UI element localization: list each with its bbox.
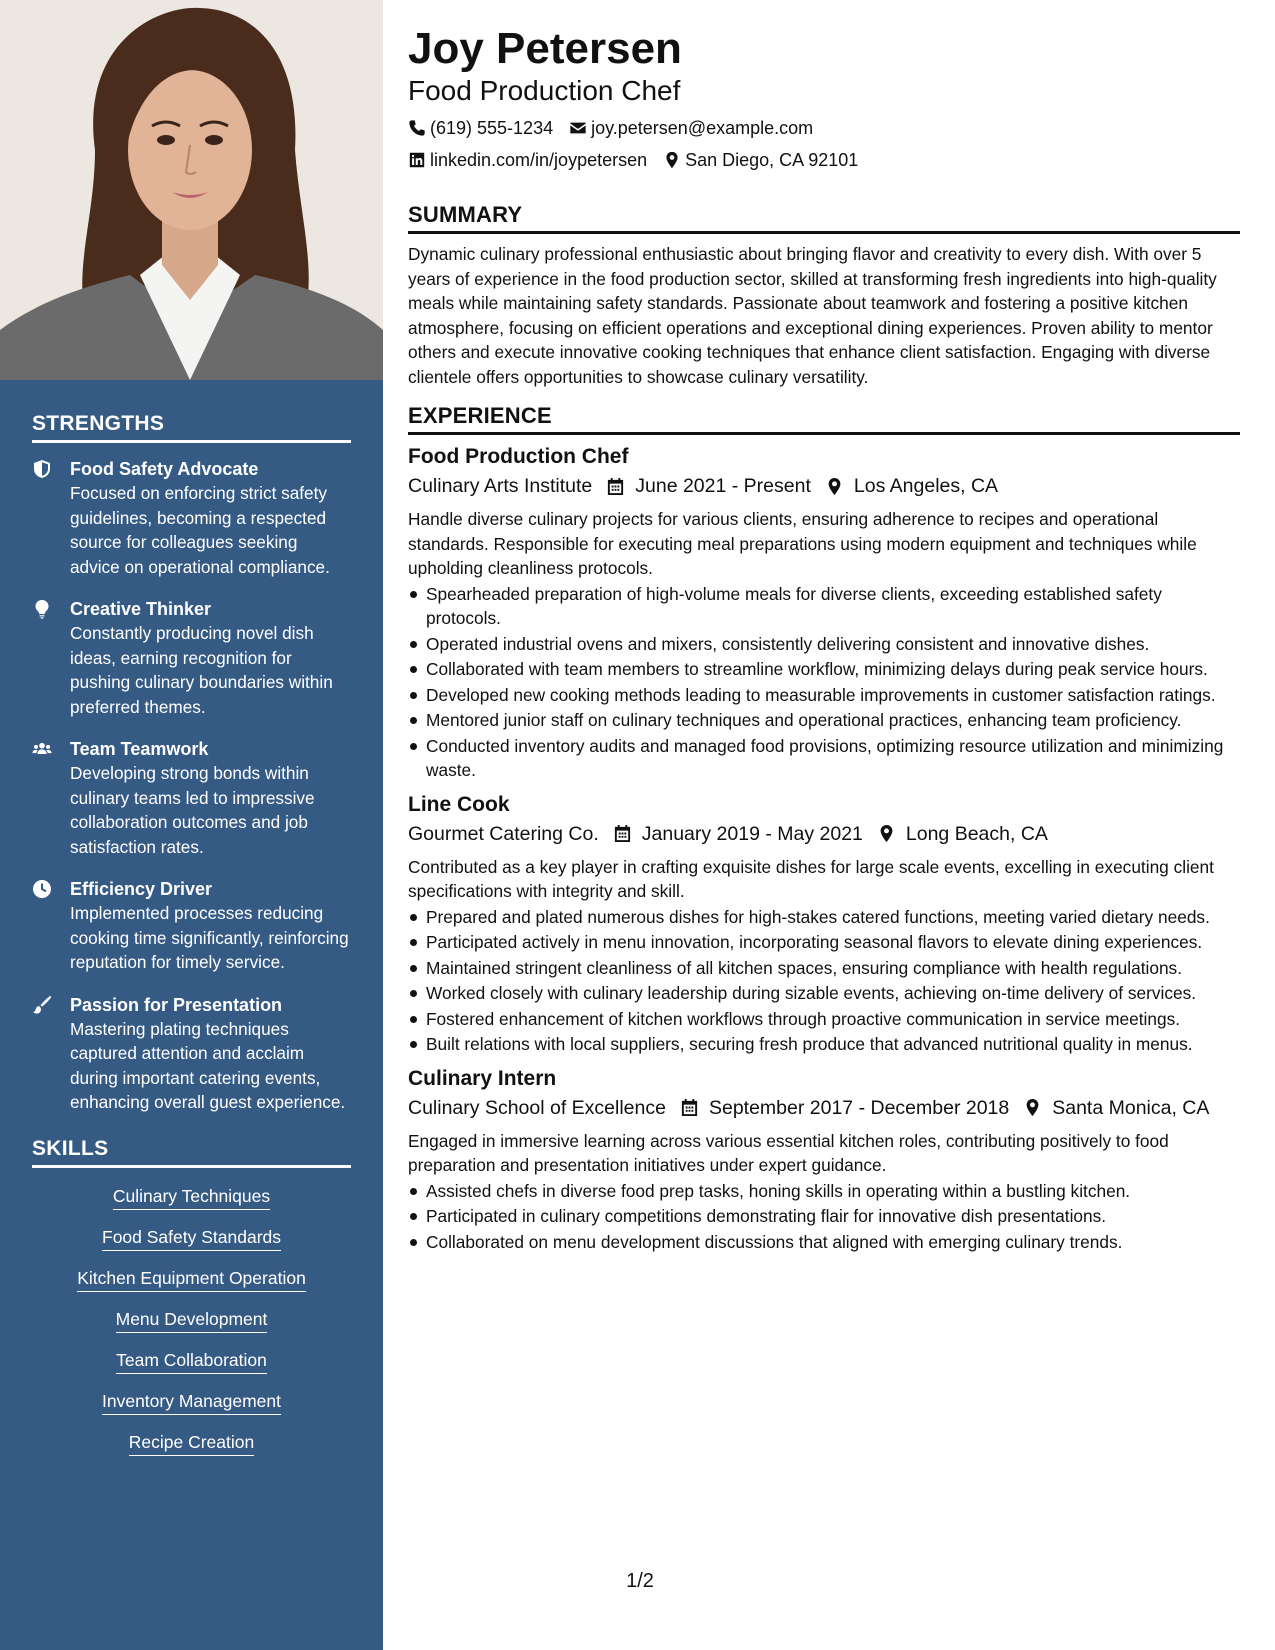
job-dates: September 2017 - December 2018: [708, 1096, 1010, 1119]
job-company: Gourmet Catering Co.: [408, 822, 599, 845]
bullet-item: Developed new cooking methods leading to measurable improvements in customer satisfaction ratings.: [408, 683, 1240, 708]
strength-description: Constantly producing novel dish ideas, earning recognition for pushing culinary boundaries within preferred themes.: [70, 623, 333, 717]
job-description: Engaged in immersive learning across various essential kitchen roles, contributing positively to food preparation and presentation initiatives under expert guidance.: [408, 1130, 1169, 1175]
skill-label: Team Collaboration: [116, 1350, 267, 1374]
skill-label: Culinary Techniques: [113, 1186, 270, 1210]
email-contact[interactable]: [569, 116, 813, 140]
job-dates-group: [678, 1093, 1009, 1123]
job-dates: January 2019 - May 2021: [641, 822, 863, 845]
phone-contact[interactable]: [408, 116, 553, 140]
job-location-group: [875, 819, 1048, 849]
map-pin-icon: [1023, 1098, 1042, 1117]
experience-heading: EXPERIENCE: [408, 403, 1240, 435]
job-dates-group: [611, 819, 863, 849]
strength-title: Passion for Presentation: [70, 994, 283, 1015]
job-location-group: [823, 471, 998, 501]
map-pin-icon: [877, 824, 896, 843]
bullet-item: Prepared and plated numerous dishes for high-stakes catered functions, meeting varied dietary needs.: [408, 905, 1240, 930]
skill-item: [32, 1186, 351, 1210]
strength-description: Mastering plating techniques captured attention and acclaim during important catering events, enhancing overall guest experience.: [70, 1018, 346, 1112]
sidebar: [0, 0, 383, 1650]
job-location: Los Angeles, CA: [853, 475, 999, 497]
bullet-item: Spearheaded preparation of high-volume meals for diverse clients, exceeding established safety protocols.: [408, 582, 1240, 631]
strength-description: Implemented processes reducing cooking time significantly, reinforcing reputation for timely service.: [70, 903, 349, 972]
summary-heading: SUMMARY: [408, 202, 1240, 234]
skill-label: Menu Development: [116, 1309, 268, 1333]
bullet-item: Mentored junior staff on culinary techniques and operational practices, enhancing team proficiency.: [408, 708, 1240, 733]
envelope-icon: [569, 119, 587, 137]
skills-heading: SKILLS: [32, 1137, 351, 1168]
email-text: joy.petersen@example.com: [591, 118, 814, 138]
summary-text: Dynamic culinary professional enthusiastic about bringing flavor and creativity to every dish. With over 5 years of experience in the food production sector, skilled at transforming fresh ingredients into high-quality meals while maintaining safety standards. Passionate about teamwork and fostering a positive kitchen atmosphere, focusing on efficient operations and exceptional dining experiences. Proven ability to mentor others and execute innovative cooking techniques that enhance client satisfaction. Engaging with diverse clientele offers opportunities to showcase culinary versatility.: [408, 244, 1217, 387]
map-pin-icon: [663, 151, 681, 169]
job-meta: [408, 1093, 1240, 1123]
bullet-item: Built relations with local suppliers, securing fresh produce that advanced nutritional quality in menus.: [408, 1032, 1240, 1057]
skills-list: [32, 1186, 351, 1456]
job-meta: [408, 819, 1240, 849]
strength-title: Food Safety Advocate: [70, 459, 259, 479]
bullet-item: Fostered enhancement of kitchen workflows through proactive communication in service meetings.: [408, 1007, 1240, 1032]
bullet-item: Assisted chefs in diverse food prep tasks, honing skills in operating within a bustling kitchen.: [408, 1179, 1240, 1204]
bullet-item: Maintained stringent cleanliness of all kitchen spaces, ensuring compliance with health regulations.: [408, 956, 1240, 981]
job-company: Culinary Arts Institute: [408, 475, 593, 497]
job-dates-group: [604, 471, 811, 501]
candidate-title: Food Production Chef: [408, 75, 681, 106]
strength-title: Creative Thinker: [70, 599, 212, 619]
strength-item: [32, 597, 351, 719]
skill-item: [32, 1432, 351, 1456]
shield-icon: [32, 457, 70, 579]
bullet-item: Participated in culinary competitions demonstrating flair for innovative dish presentations.: [408, 1204, 1240, 1229]
map-pin-icon: [825, 477, 844, 496]
skill-label: Inventory Management: [102, 1391, 281, 1415]
strength-item: [32, 877, 351, 975]
calendar-icon: [680, 1098, 699, 1117]
bullet-item: Collaborated on menu development discussions that aligned with emerging culinary trends.: [408, 1230, 1240, 1255]
job-description: Handle diverse culinary projects for various clients, ensuring adherence to recipes and operational standards. Responsible for executing meal preparations using modern equipment and techniques while upholding cleanliness protocols.: [408, 509, 1197, 578]
main-content: [408, 22, 1240, 1254]
job-location-group: [1021, 1093, 1209, 1123]
job-title: Culinary Intern: [408, 1066, 557, 1090]
calendar-icon: [606, 477, 625, 496]
phone-icon: [408, 119, 426, 137]
job-location: Long Beach, CA: [905, 822, 1048, 845]
job-bullets: [408, 905, 1240, 1057]
strength-title: Team Teamwork: [70, 739, 209, 759]
location-contact: [663, 148, 858, 172]
lightbulb-icon: [32, 597, 70, 719]
bullet-item: Collaborated with team members to streamline workflow, minimizing delays during peak service hours.: [408, 657, 1240, 682]
page-number: 1/2: [626, 1570, 654, 1592]
job-bullets: [408, 582, 1240, 783]
job-title: Line Cook: [408, 792, 510, 816]
strength-item: [32, 993, 351, 1115]
clock-icon: [32, 877, 70, 975]
phone-text: (619) 555-1234: [430, 118, 554, 138]
experience-section: [408, 403, 1240, 1254]
skill-label: Food Safety Standards: [102, 1227, 281, 1251]
bullet-item: Participated actively in menu innovation, incorporating seasonal flavors to elevate dining experiences.: [408, 930, 1240, 955]
bullet-item: Conducted inventory audits and managed food provisions, optimizing resource utilization and minimizing waste.: [408, 734, 1240, 783]
skill-item: [32, 1309, 351, 1333]
location-text: San Diego, CA 92101: [685, 150, 859, 170]
summary-section: [408, 202, 1240, 389]
skill-item: [32, 1391, 351, 1415]
profile-photo: [0, 0, 383, 380]
job-company: Culinary School of Excellence: [408, 1096, 666, 1119]
calendar-icon: [613, 824, 632, 843]
strength-description: Developing strong bonds within culinary teams led to impressive collaboration outcomes and job satisfaction rates.: [70, 763, 315, 857]
brush-icon: [32, 993, 70, 1115]
strength-item: [32, 457, 351, 579]
strength-description: Focused on enforcing strict safety guidelines, becoming a respected source for colleagues seeking advice on operational compliance.: [70, 483, 330, 577]
skill-item: [32, 1227, 351, 1251]
skill-item: [32, 1268, 351, 1292]
contact-row: [408, 148, 1240, 172]
skill-label: Recipe Creation: [129, 1432, 254, 1456]
contact-row: [408, 116, 1240, 140]
bullet-item: Operated industrial ovens and mixers, consistently delivering consistent and innovative dishes.: [408, 632, 1240, 657]
job-location: Santa Monica, CA: [1052, 1096, 1210, 1119]
strength-title: Efficiency Driver: [70, 879, 213, 899]
users-icon: [32, 737, 70, 859]
skill-label: Kitchen Equipment Operation: [77, 1268, 306, 1292]
candidate-name: Joy Petersen: [408, 24, 682, 73]
job-bullets: [408, 1179, 1240, 1255]
job-entry: [408, 791, 1240, 1057]
job-description: Contributed as a key player in crafting exquisite dishes for large scale events, excelling in executing client specifications with integrity and skill.: [408, 856, 1214, 901]
job-meta: [408, 471, 1240, 501]
skill-item: [32, 1350, 351, 1374]
linkedin-icon: [408, 151, 426, 169]
job-entry: [408, 443, 1240, 783]
bullet-item: Worked closely with culinary leadership during sizable events, achieving on-time delivery of services.: [408, 981, 1240, 1006]
strength-item: [32, 737, 351, 859]
linkedin-text: linkedin.com/in/joypetersen: [430, 150, 648, 170]
job-entry: [408, 1065, 1240, 1255]
linkedin-contact[interactable]: [408, 148, 647, 172]
strengths-heading: STRENGTHS: [32, 412, 351, 443]
job-dates: June 2021 - Present: [635, 475, 811, 497]
job-title: Food Production Chef: [408, 445, 629, 468]
